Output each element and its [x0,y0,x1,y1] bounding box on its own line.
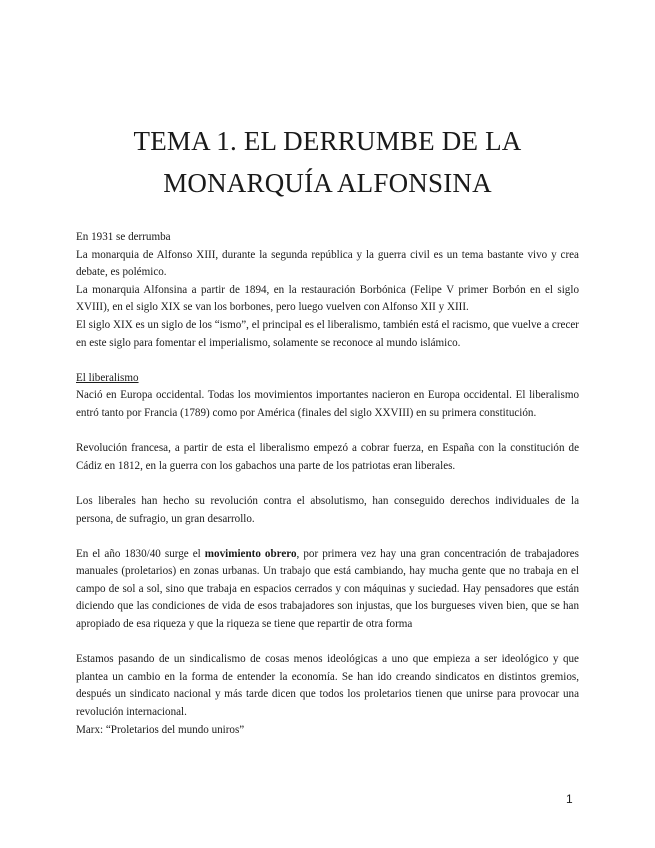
title-line-2: MONARQUÍA ALFONSINA [163,168,492,198]
spacer [76,634,579,652]
intro-paragraph-4: El siglo XIX es un siglo de los “ismo”, el principal es el liberalismo, también está el racismo, que vuelve a crecer en este siglo para fomentar el imperialismo, solamente se reconoce al mundo islámico. [76,318,579,349]
spacer [76,423,579,441]
obrero-text-after: , por primera vez hay una gran concentración de trabajadores manuales (proletarios) en zonas urbanas. Un trabajo que está cambiando, hay mucha gente que no trabaja en el campo de sol a sol, sino que trabaja en espacios cerrados y con máquinas y suciedad. Hay pensadores que están diciendo que las condiciones de vida de esos trabajadores son injustas, que los burgueses viven bien, que se han apropiado de esa riqueza y que la riqueza se tiene que repartir de otra forma [76,547,579,631]
section-heading-liberalismo: El liberalismo [76,371,139,384]
page-title [60,120,595,204]
obrero-text-before: En el año 1830/40 surge el [76,547,205,560]
spacer [76,475,579,493]
spacer [76,528,579,546]
marx-quote: Marx: “Proletarios del mundo uniros” [76,723,245,736]
intro-line-1: En 1931 se derrumba [76,231,171,243]
spacer [76,352,579,370]
liberalismo-paragraph-1: Nació en Europa occidental. Todas los movimientos importantes nacieron en Europa occidental. El liberalismo entró tanto por Francia (1789) como por América (finales del siglo XXVIII) en su primera constitución. [76,389,579,419]
movimiento-obrero-paragraph [76,546,579,634]
sindicalismo-paragraph: Estamos pasando de un sindicalismo de cosas menos ideológicas a uno que empieza a ser ideológico y que plantea un cambio en la forma de entender la economía. Se han ido creando sindicatos en distintos gremios, después un sindicato nacional y más tarde dicen que todos los proletarios tienen que unirse para provocar una revolución internacional. [76,653,579,719]
liberalismo-paragraph-2: Revolución francesa, a partir de esta el liberalismo empezó a cobrar fuerza, en España con la constitución de Cádiz en 1812, en la guerra con los gabachos una parte de los patriotas eran liberales. [76,442,579,472]
intro-paragraph-2: La monarquia de Alfonso XIII, durante la segunda república y la guerra civil es un tema bastante vivo y crea debate, es polémico. [76,248,579,279]
title-line-1: TEMA 1. EL DERRUMBE DE LA [133,126,522,156]
document-body [76,229,579,739]
liberalismo-paragraph-3: Los liberales han hecho su revolución contra el absolutismo, han conseguido derechos individuales de la persona, de sufragio, un gran desarrollo. [76,494,579,525]
obrero-bold-term: movimiento obrero [204,547,297,560]
intro-paragraph-3: La monarquia Alfonsina a partir de 1894, en la restauración Borbónica (Felipe V primer Borbón en el siglo XVIII), en el siglo XIX se van los borbones, pero luego vuelven con Alfonso XII y XIII. [76,283,579,314]
page-number: 1 [566,792,573,806]
